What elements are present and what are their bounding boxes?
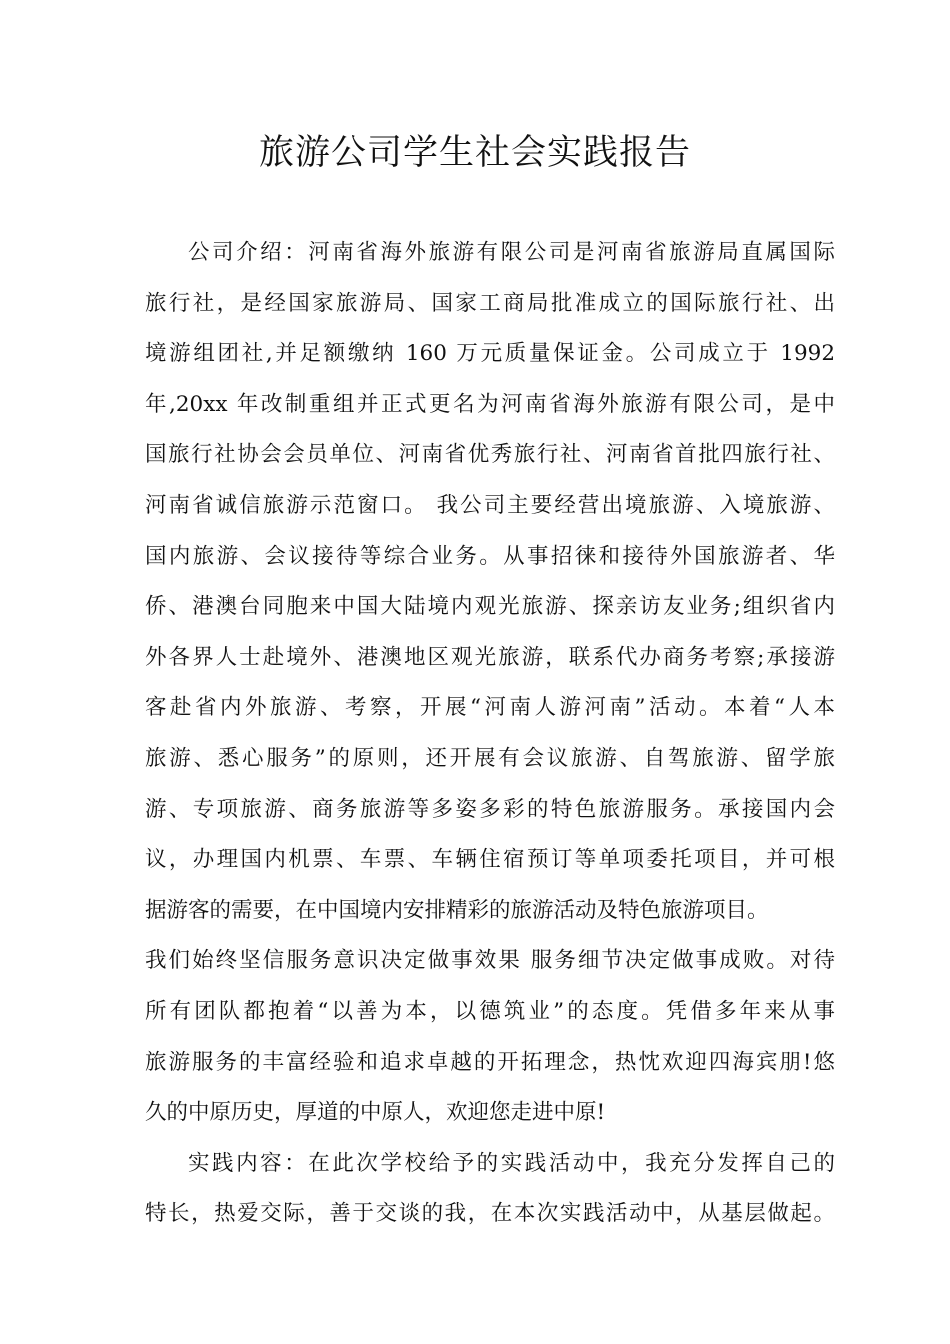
paragraph-line: 实践内容：在此次学校给予的实践活动中，我充分发挥自己的 bbox=[188, 1150, 835, 1176]
paragraph-line: 公司介绍：河南省海外旅游有限公司是河南省旅游局直属国际 bbox=[188, 240, 835, 265]
paragraph-line: 旅游服务的丰富经验和追求卓越的开拓理念，热忱欢迎四海宾朋!悠 bbox=[145, 1049, 835, 1075]
paragraph-line: 境游组团社,并足额缴纳 160 万元质量保证金。公司成立于 1992 bbox=[145, 341, 835, 367]
document-body bbox=[145, 228, 835, 1240]
paragraph-line: 据游客的需要，在中国境内安排精彩的旅游活动及特色旅游项目。 bbox=[145, 897, 769, 923]
paragraph-line: 旅游、悉心服务”的原则，还开展有会议旅游、自驾旅游、留学旅 bbox=[145, 745, 835, 771]
paragraph-line: 所有团队都抱着“以善为本，以德筑业”的态度。凭借多年来从事 bbox=[145, 998, 835, 1024]
document-title: 旅游公司学生社会实践报告 bbox=[258, 133, 691, 173]
paragraph-line: 外各界人士赴境外、港澳地区观光旅游，联系代办商务考察;承接游 bbox=[145, 644, 835, 670]
paragraph-line: 旅行社，是经国家旅游局、国家工商局批准成立的国际旅行社、出 bbox=[145, 290, 835, 316]
paragraph-line: 侨、港澳台同胞来中国大陆境内观光旅游、探亲访友业务;组织省内 bbox=[145, 594, 835, 620]
paragraph-line: 游、专项旅游、商务旅游等多姿多彩的特色旅游服务。承接国内会 bbox=[145, 796, 835, 822]
paragraph-line: 我们始终坚信服务意识决定做事效果 服务细节决定做事成败。对待 bbox=[145, 948, 835, 974]
paragraph-line: 国旅行社协会会员单位、河南省优秀旅行社、河南省首批四旅行社、 bbox=[145, 442, 835, 468]
paragraph-line: 特长，热爱交际，善于交谈的我，在本次实践活动中，从基层做起。 bbox=[145, 1201, 835, 1227]
paragraph-line: 河南省诚信旅游示范窗口。 我公司主要经营出境旅游、入境旅游、 bbox=[145, 492, 835, 518]
paragraph-line: 客赴省内外旅游、考察，开展“河南人游河南”活动。本着“人本 bbox=[145, 695, 835, 721]
paragraph-line: 国内旅游、会议接待等综合业务。从事招徕和接待外国旅游者、华 bbox=[145, 543, 835, 569]
paragraph-line: 议，办理国内机票、车票、车辆住宿预订等单项委托项目，并可根 bbox=[145, 847, 835, 873]
paragraph-line: 久的中原历史，厚道的中原人，欢迎您走进中原! bbox=[145, 1100, 606, 1126]
paragraph-line: 年,20xx 年改制重组并正式更名为河南省海外旅游有限公司，是中 bbox=[145, 391, 835, 417]
